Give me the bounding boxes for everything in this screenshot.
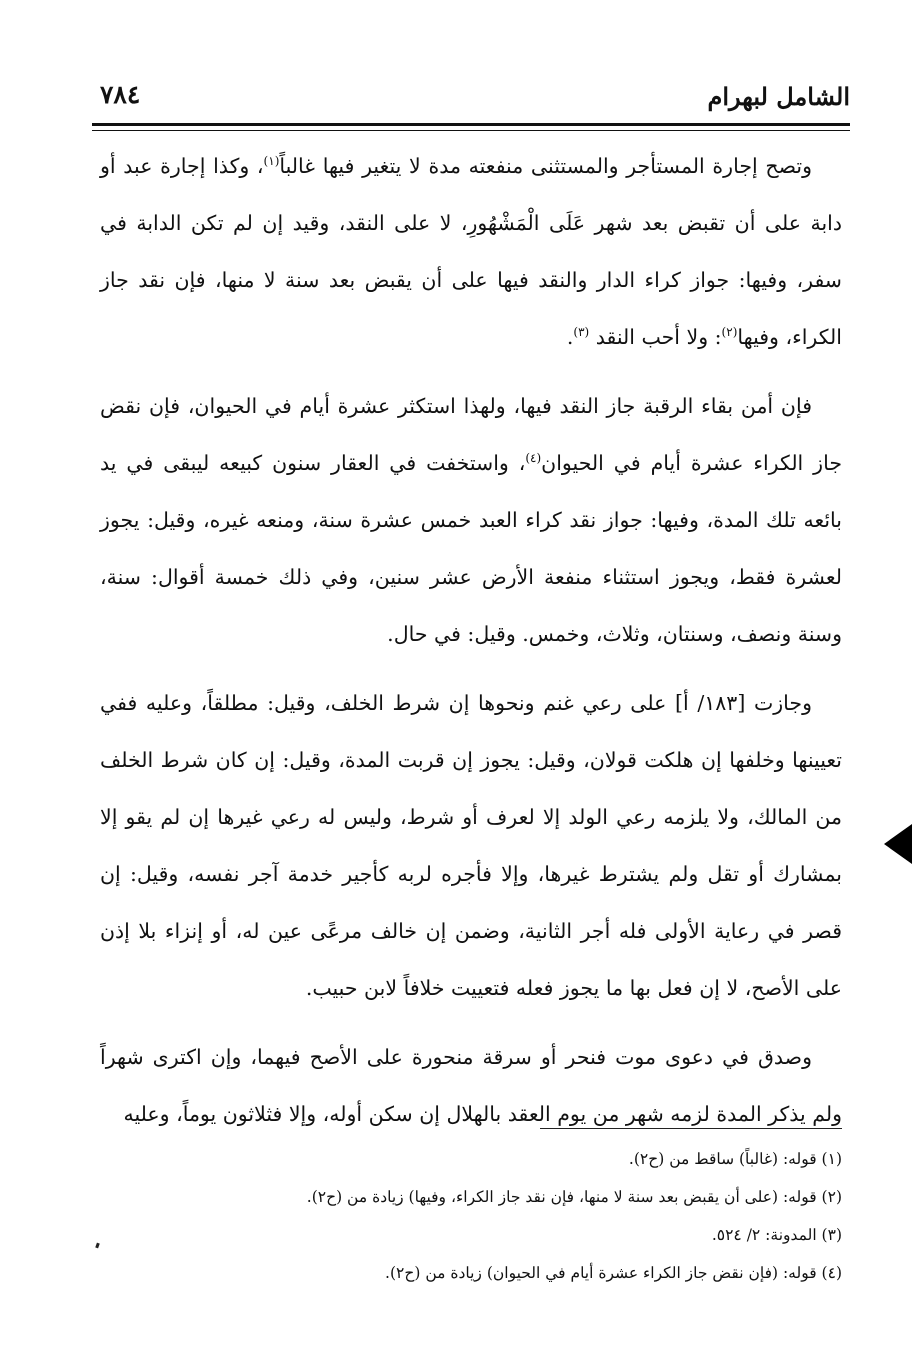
footnote-2: (٢) قوله: (على أن يقبض بعد سنة لا منها، فإن نقد جاز الكراء، وفيها) زيادة من (ح٢). bbox=[306, 1188, 842, 1206]
page-header bbox=[92, 78, 850, 116]
footnotes bbox=[200, 1140, 842, 1292]
paragraph-4: وصدق في دعوى موت فنحر أو سرقة منحورة على الأصح فيهما، وإن اكترى شهراً ولم يذكر المدة لزمه شهر من يوم العقد بالهلال إن سكن أوله، وإلا فثلاثون يوماً، وعليه bbox=[100, 1045, 842, 1126]
paragraph-1-text-a: وتصح إجارة المستأجر والمستثنى منفعته مدة لا يتغير فيها غالباً bbox=[279, 154, 812, 178]
paragraph-3: وجازت [١٨٣/ أ] على رعي غنم ونحوها إن شرط الخلف، وقيل: مطلقاً، وعليه ففي تعيينها وخلفها إن هلكت قولان، وقيل: يجوز إن قربت المدة، وقيل: إن كان شرط الخلف من المالك، ولا يلزمه رعي الولد إلا لعرف أو شرط، وليس له رعي غيرها إن لم يقو إلا بمشارك أو تقل ولم يشترط غيرها، وإلا فأجره لربه كأجير خدمة آجر نفسه، وقيل: إن قصر في رعاية الأولى فله أجر الثانية، وضمن إن خالف مرعًى عين له، أو إنزاء بلا إذن على الأصح، لا إن فعل بها ما يجوز فعله فتعييت خلافاً لابن حبيب. bbox=[100, 691, 842, 1000]
page-number: ٧٨٤ bbox=[100, 80, 141, 109]
running-title: الشامل لبهرام bbox=[707, 82, 850, 111]
paragraph-1 bbox=[100, 138, 842, 366]
footnote-ref-4[interactable]: (٤) bbox=[525, 451, 542, 466]
header-rule bbox=[92, 123, 850, 126]
paragraph-1-text-d: . bbox=[566, 325, 574, 349]
footnote-ref-3[interactable]: (٣) bbox=[573, 325, 590, 340]
footnote-ref-1[interactable]: (١) bbox=[263, 154, 280, 169]
paragraph-2-text-a: فإن أمن بقاء الرقبة جاز النقد فيها، ولهذا استكثر عشرة أيام في الحيوان، فإن نقض جاز الكراء عشرة أيام في الحيوان bbox=[100, 394, 842, 475]
footnote-4: (٤) قوله: (فإن نقض جاز الكراء عشرة أيام في الحيوان) زيادة من (ح٢). bbox=[385, 1264, 842, 1282]
paragraph-1-text-c: : ولا أحب النقد bbox=[589, 325, 722, 349]
footnote-3: (٣) المدونة: ٢/ ٥٢٤. bbox=[711, 1226, 842, 1244]
paragraph-1-text-b: ، وكذا إجارة عبد أو دابة على أن تقبض بعد شهر عَلَى الْمَشْهُورِ، لا على النقد، وقيد إن لم تكن الدابة في سفر، وفيها: جواز كراء الدار والنقد فيها على أن يقبض بعد سنة لا منها، فإن نقد جاز الكراء، وفيها bbox=[100, 154, 842, 349]
scan-speck bbox=[95, 1243, 100, 1249]
paragraph-2 bbox=[100, 378, 842, 663]
header-rule-thin bbox=[92, 130, 850, 131]
footnote-1: (١) قوله: (غالباً) ساقط من (ح٢). bbox=[628, 1150, 842, 1168]
main-text bbox=[100, 138, 842, 1155]
paragraph-2-text-b: ، واستخفت في العقار سنون كبيعه ليبقى في يد بائعه تلك المدة، وفيها: جواز نقد كراء العبد خمس عشرة سنة، ومنعه غيره، وقيل: يجوز لعشرة فقط، ويجوز استثناء منفعة الأرض عشر سنين، وفي ذلك خمسة أقوال: سنة، وسنة ونصف، وسنتان، وثلاث، وخمس. وقيل: في حال. bbox=[100, 451, 842, 646]
footnote-ref-2[interactable]: (٢) bbox=[721, 325, 738, 340]
footnote-separator bbox=[540, 1128, 842, 1129]
page-turn-arrow-icon[interactable] bbox=[884, 824, 912, 864]
